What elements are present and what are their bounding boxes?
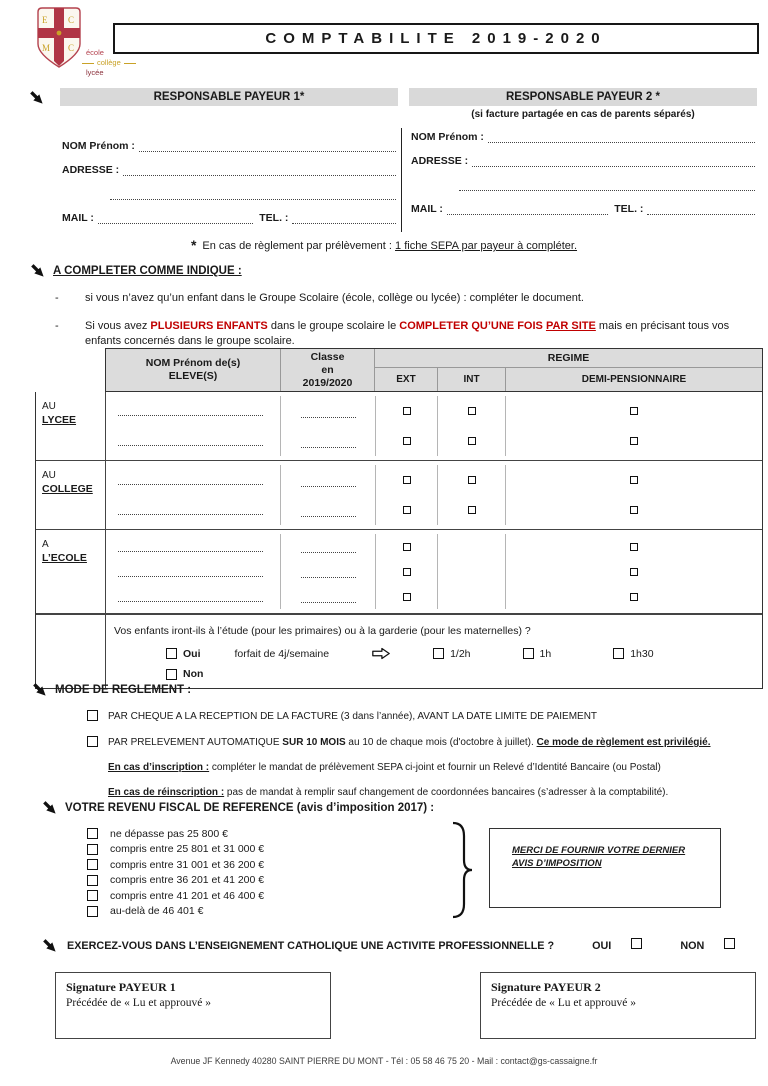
student-line bbox=[106, 426, 762, 456]
bullet-text: Si vous avez PLUSIEURS ENFANTS dans le groupe scolaire le COMPLETER QU’UNE FOIS PAR SITE mais en précisant tous vos enfants concernés dans le groupe scolaire. bbox=[85, 320, 730, 347]
fiscal-checkbox[interactable] bbox=[87, 875, 98, 886]
inscription-note: En cas d’inscription : compléter le mandat de prélèvement SEPA ci-joint et fournir un Relevé d’Identité Bancaire (ou Postal) bbox=[108, 762, 661, 773]
table-row-ecole bbox=[36, 530, 762, 614]
tel-field[interactable] bbox=[647, 202, 755, 215]
demi-pensionnaire-checkbox[interactable] bbox=[630, 407, 638, 415]
students-table bbox=[35, 348, 763, 689]
svg-text:C: C bbox=[68, 43, 75, 53]
fiscal-option: compris entre 36 201 et 41 200 € bbox=[87, 873, 758, 889]
southeast-arrow-icon bbox=[42, 800, 57, 815]
right-arrow-icon bbox=[371, 647, 391, 660]
payeur2-section bbox=[409, 88, 757, 215]
nom-prenom-label: NOM Prénom : bbox=[62, 140, 135, 152]
dash-line bbox=[82, 63, 94, 64]
prelevement-checkbox[interactable] bbox=[87, 736, 98, 747]
fiscal-checkbox[interactable] bbox=[87, 828, 98, 839]
payeur2-adresse-row2 bbox=[411, 178, 755, 191]
mail-label: MAIL : bbox=[411, 203, 443, 215]
signature1-subtitle: Précédée de « Lu et approuvé » bbox=[66, 997, 211, 1009]
1h-checkbox[interactable] bbox=[523, 648, 534, 659]
red-highlight: COMPLETER QU’UNE FOIS bbox=[399, 320, 546, 332]
demi-pensionnaire-checkbox[interactable] bbox=[630, 506, 638, 514]
student-name-field[interactable] bbox=[118, 564, 263, 577]
payeur2-nom-row bbox=[411, 130, 755, 143]
sepa-note-underlined: 1 fiche SEPA par payeur à compléter. bbox=[395, 240, 578, 252]
activite-non-checkbox[interactable] bbox=[724, 938, 735, 949]
fiscal-option: compris entre 41 201 et 46 400 € bbox=[87, 888, 758, 904]
ext-checkbox[interactable] bbox=[403, 506, 411, 514]
adresse-field-line2[interactable] bbox=[110, 187, 396, 200]
mode-reglement-heading: MODE DE REGLEMENT : bbox=[32, 682, 758, 697]
student-line bbox=[106, 584, 762, 609]
dash-line bbox=[124, 63, 136, 64]
payeur2-header: RESPONSABLE PAYEUR 2 * bbox=[409, 88, 757, 106]
header-demi-pensionnaire: DEMI-PENSIONNAIRE bbox=[505, 368, 762, 391]
tel-label: TEL. : bbox=[614, 203, 644, 215]
instruction-bullet-1 bbox=[30, 291, 758, 306]
payeur-columns-divider bbox=[401, 128, 402, 232]
student-line bbox=[106, 534, 762, 559]
payeur1-nom-row bbox=[62, 139, 396, 152]
student-line bbox=[106, 495, 762, 525]
svg-text:M: M bbox=[42, 43, 51, 53]
payeur1-header: RESPONSABLE PAYEUR 1* bbox=[60, 88, 398, 106]
signature-payeur1-area[interactable] bbox=[55, 972, 331, 1039]
payeur2-adresse-row bbox=[411, 154, 755, 167]
activite-question-row bbox=[42, 938, 735, 953]
student-line bbox=[106, 559, 762, 584]
forfait-label: forfait de 4j/semaine bbox=[234, 647, 330, 660]
fiscal-option: ne dépasse pas 25 800 € bbox=[87, 826, 758, 842]
ext-checkbox[interactable] bbox=[403, 568, 411, 576]
avis-imposition-box: MERCI DE FOURNIR VOTRE DERNIER AVIS D’IMPOSITION bbox=[489, 828, 721, 908]
garderie-question: Vos enfants iront-ils à l’étude (pour les primaires) ou à la garderie (pour les maternelles) ? bbox=[114, 625, 531, 637]
oui-checkbox[interactable] bbox=[166, 648, 177, 659]
duration-1h30-option: 1h30 bbox=[613, 648, 653, 660]
southeast-arrow-icon bbox=[42, 938, 57, 953]
tel-field[interactable] bbox=[292, 211, 396, 224]
header-regime: REGIME EXT INT DEMI-PENSIONNAIRE bbox=[375, 349, 762, 391]
class-field[interactable] bbox=[301, 405, 356, 418]
student-line bbox=[106, 396, 762, 426]
ext-checkbox[interactable] bbox=[403, 476, 411, 484]
demi-pensionnaire-checkbox[interactable] bbox=[630, 568, 638, 576]
school-address-footer: Avenue JF Kennedy 40280 SAINT PIERRE DU MONT - Tél : 05 58 46 75 20 - Mail : contact@gs-cassaigne.fr bbox=[170, 1056, 598, 1066]
southeast-arrow-icon bbox=[32, 682, 47, 697]
logo-word-ecole: école bbox=[86, 48, 104, 57]
payeur1-section bbox=[60, 88, 398, 224]
row-label-lycee: AU LYCEE bbox=[36, 392, 106, 460]
curly-brace bbox=[449, 820, 475, 920]
prelevement-option bbox=[87, 736, 758, 749]
fiscal-checkbox[interactable] bbox=[87, 844, 98, 855]
adresse-field[interactable] bbox=[472, 154, 755, 167]
shield-crest-icon bbox=[36, 6, 82, 70]
activite-question: EXERCEZ-VOUS DANS L’ENSEIGNEMENT CATHOLIQUE UNE ACTIVITE PROFESSIONNELLE ? bbox=[67, 939, 555, 952]
table-header bbox=[105, 348, 763, 392]
bullet-dash: - bbox=[55, 320, 59, 332]
payeur1-adresse-row bbox=[62, 163, 396, 176]
oui-option: Oui bbox=[166, 648, 201, 660]
mail-field[interactable] bbox=[98, 211, 253, 224]
cheque-checkbox[interactable] bbox=[87, 710, 98, 721]
demi-pensionnaire-checkbox[interactable] bbox=[630, 543, 638, 551]
fiscal-option: au-delà de 46 401 € bbox=[87, 904, 758, 920]
southeast-arrow-icon bbox=[29, 90, 44, 105]
class-field[interactable] bbox=[301, 590, 356, 603]
signature1-title: Signature PAYEUR 1 bbox=[66, 980, 176, 994]
empty-label-cell bbox=[36, 615, 106, 688]
int-checkbox[interactable] bbox=[468, 437, 476, 445]
signature2-subtitle: Précédée de « Lu et approuvé » bbox=[491, 997, 636, 1009]
class-field[interactable] bbox=[301, 504, 356, 517]
document-title-box bbox=[113, 23, 759, 54]
instruction-bullet-2 bbox=[30, 319, 758, 349]
bullet-dash: - bbox=[55, 292, 59, 304]
tel-label: TEL. : bbox=[259, 212, 289, 224]
duration-1h-option: 1h bbox=[523, 648, 552, 660]
revenu-fiscal-section bbox=[42, 800, 758, 919]
student-line bbox=[106, 465, 762, 495]
header-int: INT bbox=[437, 368, 505, 391]
demi-pensionnaire-checkbox[interactable] bbox=[630, 476, 638, 484]
reinscription-note: En cas de réinscription : pas de mandat à remplir sauf changement de coordonnées bancaires (s’adresser à la comptabilité). bbox=[108, 787, 669, 798]
signature-payeur2-area[interactable] bbox=[480, 972, 756, 1039]
adresse-field-line2[interactable] bbox=[459, 178, 755, 191]
payeur1-mail-tel-row bbox=[62, 211, 396, 224]
ext-checkbox[interactable] bbox=[403, 437, 411, 445]
revenu-fiscal-heading: VOTRE REVENU FISCAL DE REFERENCE (avis d’imposition 2017) : bbox=[42, 800, 758, 815]
fiscal-option: compris entre 25 801 et 31 000 € bbox=[87, 842, 758, 858]
row-label-college: AU COLLEGE bbox=[36, 461, 106, 529]
demi-pensionnaire-checkbox[interactable] bbox=[630, 437, 638, 445]
1h30-checkbox[interactable] bbox=[613, 648, 624, 659]
table-body bbox=[35, 392, 763, 689]
row-label-ecole: A L’ECOLE bbox=[36, 530, 106, 613]
garderie-question-row bbox=[36, 614, 762, 688]
class-field[interactable] bbox=[301, 474, 356, 487]
oui-label: OUI bbox=[592, 939, 612, 952]
signature2-title: Signature PAYEUR 2 bbox=[491, 980, 601, 994]
class-field[interactable] bbox=[301, 565, 356, 578]
int-checkbox[interactable] bbox=[468, 506, 476, 514]
fiscal-checkbox[interactable] bbox=[87, 906, 98, 917]
southeast-arrow-icon bbox=[30, 263, 45, 278]
student-name-field[interactable] bbox=[118, 472, 263, 485]
fiscal-checkbox[interactable] bbox=[87, 890, 98, 901]
nom-prenom-field[interactable] bbox=[139, 139, 396, 152]
student-name-field[interactable] bbox=[118, 403, 263, 416]
cheque-option bbox=[87, 710, 758, 723]
duration-halfhour-option: 1/2h bbox=[433, 648, 470, 660]
payeur2-subtitle: (si facture partagée en cas de parents séparés) bbox=[471, 109, 695, 120]
prelevement-option-text: PAR PRELEVEMENT AUTOMATIQUE SUR 10 MOIS au 10 de chaque mois (d'octobre à juillet). Ce mode de règlement est privilégié. bbox=[108, 737, 711, 748]
student-name-field[interactable] bbox=[118, 433, 263, 446]
ext-checkbox[interactable] bbox=[403, 593, 411, 601]
cheque-option-text: PAR CHEQUE A LA RECEPTION DE LA FACTURE (3 dans l’année), AVANT LA DATE LIMITE DE PAIEMENT bbox=[108, 711, 598, 722]
document-title: COMPTABILITE 2019-2020 bbox=[265, 30, 607, 47]
instructions-heading: A COMPLETER COMME INDIQUE : bbox=[30, 263, 758, 278]
non-label: NON bbox=[680, 939, 705, 952]
red-underlined-highlight: PAR SITE bbox=[545, 320, 596, 332]
activite-oui-checkbox[interactable] bbox=[631, 938, 642, 949]
svg-text:E: E bbox=[42, 15, 48, 25]
mode-reglement-section bbox=[32, 682, 758, 799]
adresse-label: ADRESSE : bbox=[62, 164, 120, 176]
non-checkbox[interactable] bbox=[166, 669, 177, 680]
ext-checkbox[interactable] bbox=[403, 543, 411, 551]
table-row-lycee bbox=[36, 392, 762, 461]
instructions-section bbox=[30, 263, 758, 349]
bullet-text: si vous n’avez qu’un enfant dans le Groupe Scolaire (école, collège ou lycée) : compléter le document. bbox=[85, 292, 584, 304]
non-option: Non bbox=[166, 668, 203, 680]
int-checkbox[interactable] bbox=[468, 407, 476, 415]
demi-pensionnaire-checkbox[interactable] bbox=[630, 593, 638, 601]
mail-field[interactable] bbox=[447, 202, 608, 215]
header-ext: EXT bbox=[396, 374, 416, 385]
ext-checkbox[interactable] bbox=[403, 407, 411, 415]
asterisk: * bbox=[190, 237, 197, 253]
payeur2-mail-tel-row bbox=[411, 202, 755, 215]
fiscal-checkbox[interactable] bbox=[87, 859, 98, 870]
fiscal-option: compris entre 31 001 et 36 200 € bbox=[87, 857, 758, 873]
table-row-college bbox=[36, 461, 762, 530]
logo-word-college: collège bbox=[82, 58, 136, 68]
nom-prenom-label: NOM Prénom : bbox=[411, 131, 484, 143]
student-name-field[interactable] bbox=[118, 589, 263, 602]
student-name-field[interactable] bbox=[118, 502, 263, 515]
student-name-field[interactable] bbox=[118, 539, 263, 552]
adresse-field[interactable] bbox=[123, 163, 396, 176]
adresse-label: ADRESSE : bbox=[411, 155, 469, 167]
sepa-note: * En cas de règlement par prélèvement : 1 fiche SEPA par payeur à compléter. bbox=[190, 237, 578, 253]
payeur1-adresse-row2 bbox=[62, 187, 396, 200]
red-highlight: PLUSIEURS ENFANTS bbox=[150, 320, 268, 332]
class-field[interactable] bbox=[301, 435, 356, 448]
logo-word-lycee: lycée bbox=[86, 68, 104, 77]
int-checkbox[interactable] bbox=[468, 476, 476, 484]
mail-label: MAIL : bbox=[62, 212, 94, 224]
header-classe: Classe en 2019/2020 bbox=[280, 349, 375, 391]
svg-text:C: C bbox=[68, 15, 75, 25]
class-field[interactable] bbox=[301, 540, 356, 553]
halfhour-checkbox[interactable] bbox=[433, 648, 444, 659]
header-nom-eleves: NOM Prénom de(s) ELEVE(S) bbox=[145, 357, 241, 382]
nom-prenom-field[interactable] bbox=[488, 130, 755, 143]
